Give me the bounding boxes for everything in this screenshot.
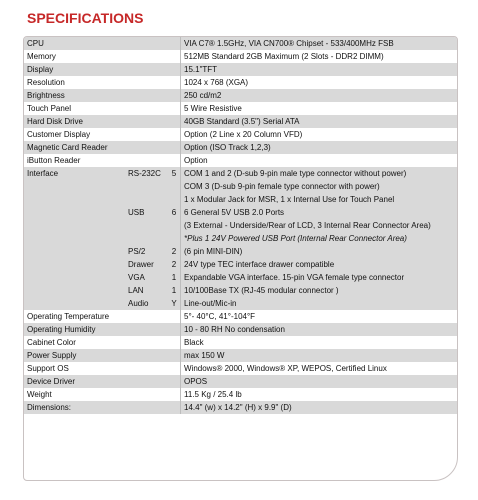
spec-value: Line-out/Mic-in xyxy=(181,297,459,310)
spec-table xyxy=(24,37,458,414)
spec-table-body xyxy=(24,37,458,414)
spec-label: iButton Reader xyxy=(24,154,125,167)
spec-value: Black xyxy=(181,336,459,349)
spec-sublabel xyxy=(125,336,168,349)
spec-label xyxy=(24,232,125,245)
spec-value: VIA C7® 1.5GHz, VIA CN700® Chipset - 533/400MHz FSB xyxy=(181,37,459,50)
table-row xyxy=(24,63,458,76)
table-row xyxy=(24,362,458,375)
table-row xyxy=(24,336,458,349)
spec-label: Device Driver xyxy=(24,375,125,388)
spec-sublabel xyxy=(125,323,168,336)
spec-count xyxy=(168,362,181,375)
spec-count xyxy=(168,349,181,362)
table-row xyxy=(24,115,458,128)
spec-count xyxy=(168,50,181,63)
table-row xyxy=(24,193,458,206)
spec-count: 2 xyxy=(168,258,181,271)
spec-label: Customer Display xyxy=(24,128,125,141)
spec-count xyxy=(168,388,181,401)
spec-sublabel: RS-232C xyxy=(125,167,168,180)
spec-sublabel xyxy=(125,388,168,401)
spec-label: Power Supply xyxy=(24,349,125,362)
spec-value: OPOS xyxy=(181,375,459,388)
spec-count xyxy=(168,141,181,154)
spec-value: 10/100Base TX (RJ-45 modular connector ) xyxy=(181,284,459,297)
spec-sublabel xyxy=(125,37,168,50)
spec-label: Brightness xyxy=(24,89,125,102)
spec-value: 1024 x 768 (XGA) xyxy=(181,76,459,89)
spec-label xyxy=(24,206,125,219)
spec-count xyxy=(168,115,181,128)
spec-value: Option xyxy=(181,154,459,167)
spec-label: Display xyxy=(24,63,125,76)
spec-label: Magnetic Card Reader xyxy=(24,141,125,154)
table-row xyxy=(24,154,458,167)
spec-label xyxy=(24,258,125,271)
spec-label: Weight xyxy=(24,388,125,401)
spec-count: 1 xyxy=(168,284,181,297)
table-row xyxy=(24,245,458,258)
table-row xyxy=(24,206,458,219)
table-row xyxy=(24,102,458,115)
spec-sublabel xyxy=(125,401,168,414)
spec-value: max 150 W xyxy=(181,349,459,362)
table-row xyxy=(24,219,458,232)
spec-count xyxy=(168,219,181,232)
table-row xyxy=(24,258,458,271)
table-row xyxy=(24,128,458,141)
spec-value: Option (2 Line x 20 Column VFD) xyxy=(181,128,459,141)
spec-sublabel xyxy=(125,50,168,63)
spec-value: 512MB Standard 2GB Maximum (2 Slots - DDR2 DIMM) xyxy=(181,50,459,63)
spec-value: 15.1"TFT xyxy=(181,63,459,76)
table-row xyxy=(24,271,458,284)
table-row xyxy=(24,388,458,401)
table-row xyxy=(24,401,458,414)
spec-label: Cabinet Color xyxy=(24,336,125,349)
spec-count xyxy=(168,37,181,50)
spec-sublabel xyxy=(125,180,168,193)
spec-sublabel xyxy=(125,76,168,89)
spec-label: CPU xyxy=(24,37,125,50)
spec-sublabel xyxy=(125,375,168,388)
spec-sublabel xyxy=(125,128,168,141)
spec-value: COM 3 (D-sub 9-pin female type connector with power) xyxy=(181,180,459,193)
spec-value: 250 cd/m2 xyxy=(181,89,459,102)
spec-label: Operating Humidity xyxy=(24,323,125,336)
spec-label xyxy=(24,180,125,193)
spec-count xyxy=(168,375,181,388)
spec-label: Interface xyxy=(24,167,125,180)
spec-table-frame xyxy=(23,36,458,481)
spec-sublabel xyxy=(125,63,168,76)
spec-sublabel xyxy=(125,193,168,206)
spec-label xyxy=(24,219,125,232)
spec-value: 5°- 40°C, 41°-104°F xyxy=(181,310,459,323)
spec-count xyxy=(168,128,181,141)
spec-value: (3 External - Underside/Rear of LCD, 3 Internal Rear Connector Area) xyxy=(181,219,459,232)
spec-count xyxy=(168,336,181,349)
spec-label xyxy=(24,271,125,284)
table-row xyxy=(24,310,458,323)
table-row xyxy=(24,297,458,310)
spec-value: Windows® 2000, Windows® XP, WEPOS, Certified Linux xyxy=(181,362,459,375)
spec-sublabel xyxy=(125,232,168,245)
table-row xyxy=(24,50,458,63)
spec-label: Support OS xyxy=(24,362,125,375)
spec-label xyxy=(24,245,125,258)
spec-count xyxy=(168,310,181,323)
spec-count xyxy=(168,323,181,336)
spec-value: 14.4" (w) x 14.2" (H) x 9.9" (D) xyxy=(181,401,459,414)
spec-count xyxy=(168,76,181,89)
table-row xyxy=(24,375,458,388)
spec-value: Option (ISO Track 1,2,3) xyxy=(181,141,459,154)
spec-value: 10 - 80 RH No condensation xyxy=(181,323,459,336)
page-title: SPECIFICATIONS xyxy=(27,10,144,26)
table-row xyxy=(24,284,458,297)
table-row xyxy=(24,89,458,102)
spec-label: Dimensions: xyxy=(24,401,125,414)
spec-label: Resolution xyxy=(24,76,125,89)
table-row xyxy=(24,323,458,336)
spec-label xyxy=(24,193,125,206)
spec-value: 11.5 Kg / 25.4 lb xyxy=(181,388,459,401)
spec-value: (6 pin MINI-DIN) xyxy=(181,245,459,258)
spec-value: 6 General 5V USB 2.0 Ports xyxy=(181,206,459,219)
spec-value: 5 Wire Resistive xyxy=(181,102,459,115)
spec-sublabel: Audio xyxy=(125,297,168,310)
table-row xyxy=(24,232,458,245)
spec-sublabel xyxy=(125,362,168,375)
spec-sublabel: LAN xyxy=(125,284,168,297)
spec-label: Memory xyxy=(24,50,125,63)
spec-count xyxy=(168,89,181,102)
spec-count: 6 xyxy=(168,206,181,219)
spec-value: 24V type TEC interface drawer compatible xyxy=(181,258,459,271)
spec-sublabel: VGA xyxy=(125,271,168,284)
table-row xyxy=(24,180,458,193)
spec-count xyxy=(168,232,181,245)
table-row xyxy=(24,76,458,89)
spec-sublabel xyxy=(125,102,168,115)
spec-value: COM 1 and 2 (D-sub 9-pin male type connector without power) xyxy=(181,167,459,180)
table-row xyxy=(24,37,458,50)
spec-sublabel xyxy=(125,141,168,154)
spec-value: 40GB Standard (3.5") Serial ATA xyxy=(181,115,459,128)
spec-label: Touch Panel xyxy=(24,102,125,115)
spec-count: 5 xyxy=(168,167,181,180)
spec-sublabel xyxy=(125,115,168,128)
table-row xyxy=(24,349,458,362)
spec-value: Expandable VGA interface. 15-pin VGA female type connector xyxy=(181,271,459,284)
spec-sublabel xyxy=(125,349,168,362)
spec-value: 1 x Modular Jack for MSR, 1 x Internal Use for Touch Panel xyxy=(181,193,459,206)
table-row xyxy=(24,167,458,180)
spec-count: Y xyxy=(168,297,181,310)
spec-count xyxy=(168,154,181,167)
spec-value: *Plus 1 24V Powered USB Port (Internal Rear Connector Area) xyxy=(181,232,459,245)
spec-sublabel xyxy=(125,310,168,323)
spec-sublabel xyxy=(125,219,168,232)
spec-sublabel: PS/2 xyxy=(125,245,168,258)
spec-count: 2 xyxy=(168,245,181,258)
spec-sublabel xyxy=(125,89,168,102)
spec-label: Hard Disk Drive xyxy=(24,115,125,128)
table-row xyxy=(24,141,458,154)
spec-sublabel xyxy=(125,154,168,167)
spec-count xyxy=(168,180,181,193)
spec-label xyxy=(24,284,125,297)
spec-count xyxy=(168,63,181,76)
spec-count: 1 xyxy=(168,271,181,284)
spec-count xyxy=(168,401,181,414)
spec-label xyxy=(24,297,125,310)
spec-count xyxy=(168,193,181,206)
spec-sublabel: Drawer xyxy=(125,258,168,271)
spec-sublabel: USB xyxy=(125,206,168,219)
spec-label: Operating Temperature xyxy=(24,310,125,323)
spec-count xyxy=(168,102,181,115)
